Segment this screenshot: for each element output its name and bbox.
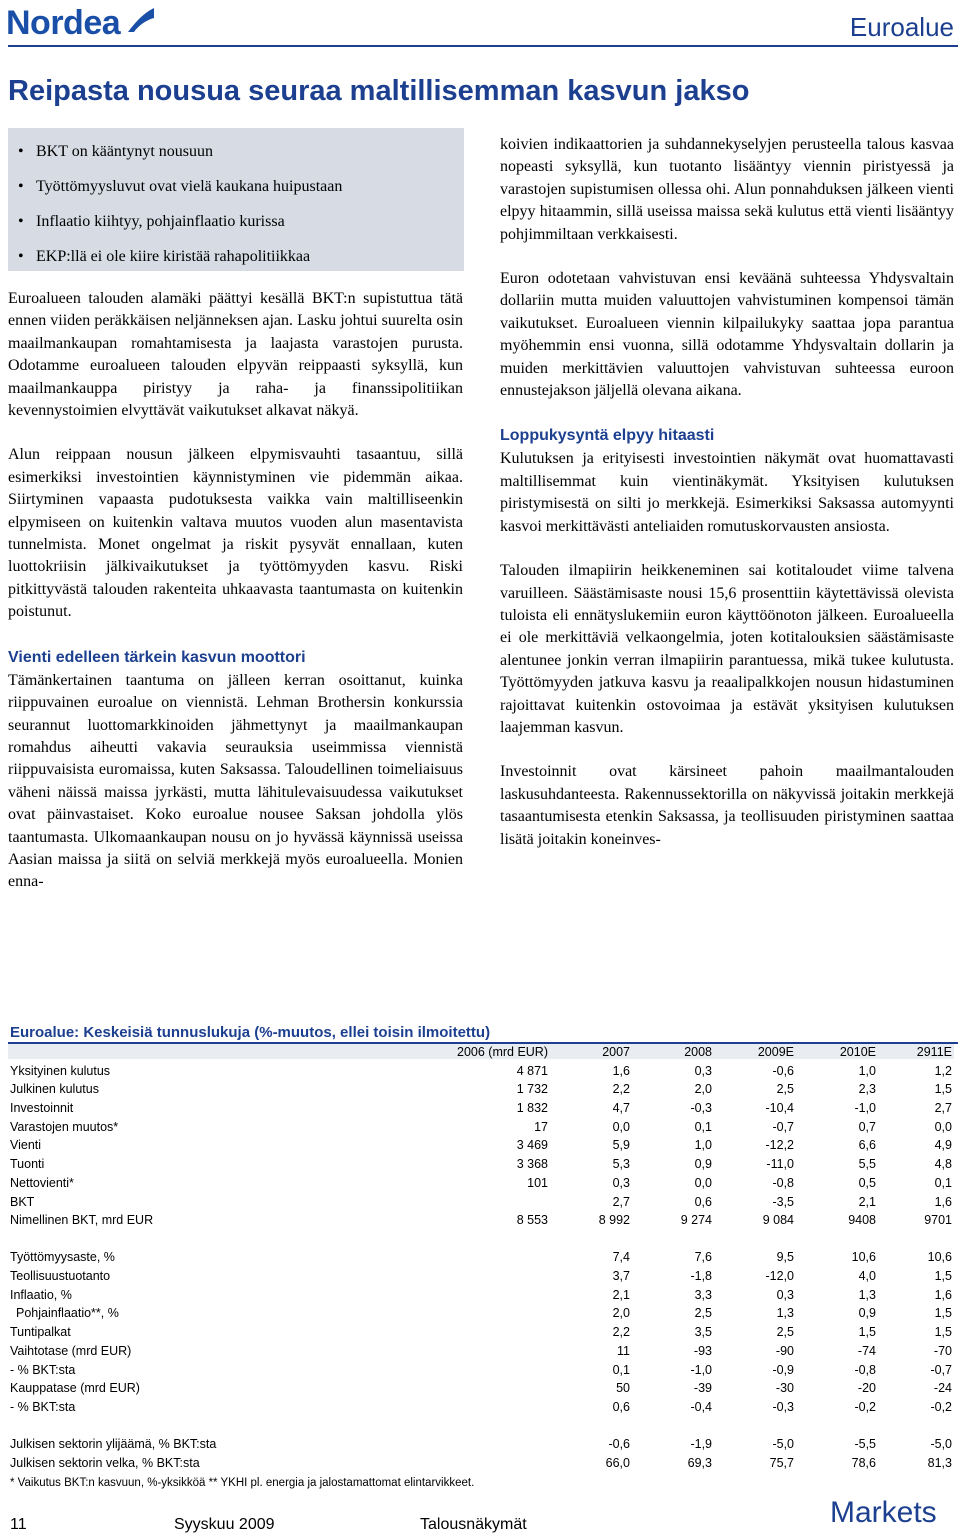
row-label: Tuonti bbox=[10, 1157, 45, 1172]
table-cell: 78,6 bbox=[851, 1455, 876, 1470]
table-cell: -1,8 bbox=[690, 1269, 712, 1284]
nordea-logo-mark-icon bbox=[124, 4, 156, 36]
table-row bbox=[8, 1134, 954, 1153]
paragraph: koivien indikaattorien ja suhdannekyselyjen perusteella talous kasvaa nopeasti syksyllä, kun tuotanto lisääntyy viennin piristyessä ja varastojen supistumisen ollessa ohi. Alun ponnahduksen jälkeen vienti elpyy hitaammin, sillä useissa maissa sekä kulutus että vienti lisääntyy pohjimmiltaan verkkaisesti. bbox=[500, 136, 954, 243]
table-cell: 9,5 bbox=[776, 1250, 794, 1265]
region-label: Euroalue bbox=[849, 12, 954, 42]
publication-name: Talousnäkymät bbox=[420, 1516, 527, 1533]
table-cell: -1,0 bbox=[690, 1362, 712, 1377]
table-cell: 69,3 bbox=[687, 1455, 712, 1470]
table-row bbox=[8, 1078, 954, 1097]
column-header: 2008 bbox=[632, 1044, 714, 1059]
table-cell: 17 bbox=[534, 1119, 548, 1134]
table-cell bbox=[338, 1190, 550, 1209]
table-cell: 8 553 bbox=[516, 1213, 548, 1228]
table-row bbox=[8, 1377, 954, 1396]
table-cell: 3,5 bbox=[694, 1325, 712, 1340]
table-cell: -0,6 bbox=[608, 1437, 630, 1452]
table-cell: 0,0 bbox=[934, 1119, 952, 1134]
column-header bbox=[8, 1044, 338, 1059]
table-cell: 4,7 bbox=[612, 1101, 630, 1116]
table-cell: 1,5 bbox=[934, 1306, 952, 1321]
paragraph: Euron odotetaan vahvistuvan ensi keväänä suhteessa Yhdysvaltain dollariin mutta muiden valuuttojen vahvistuminen kompensoi tämän vaikutukset. Euroalueen viennin kilpailukyky saattaa jopa parantua myöhemmin ensi vuonna, sillä odotamme Yhdysvaltain dollarin ja muiden merkittävien valuuttojen vahvistuvan suhteessa euroon ennustejakson jäljellä olevana aikana. bbox=[500, 270, 954, 400]
table-cell: 7,6 bbox=[694, 1250, 712, 1265]
row-label: Julkisen sektorin ylijäämä, % BKT:sta bbox=[10, 1437, 217, 1452]
table-cell: 5,5 bbox=[858, 1157, 876, 1172]
header-rule bbox=[8, 45, 958, 47]
table-cell: 0,9 bbox=[858, 1306, 876, 1321]
table-cell: 2,1 bbox=[612, 1287, 630, 1302]
table-cell: 0,3 bbox=[612, 1175, 630, 1190]
key-figures-table bbox=[8, 1044, 954, 1470]
column-header: 2010E bbox=[796, 1044, 878, 1059]
table-title: Euroalue: Keskeisiä tunnuslukuja (%-muutos, ellei toisin ilmoitettu) bbox=[10, 1024, 491, 1041]
table-row bbox=[8, 1264, 954, 1283]
paragraph: Talouden ilmapiirin heikkeneminen sai kotitaloudet viime talvena varuilleen. Säästämisaste nousi 15,6 prosenttiin käytettävissä olevista tuloista eli ennätyslukemiin euron käyttöönoton jälkeen. Euroalueella ei ole merkittäviä velkaongelmia, joten kotitalouksien säästämisaste alentunee jonkin verran ilmapiirin parantuessa, mikä tukee kulutusta. Työttömyyden jatkuva kasvu ja reaalipalkkojen nousun hidastuminen rajoittavat kuitenkin ostovoimaa ja estävät yksityisen kulutuksen laajemman kasvun. bbox=[500, 562, 954, 736]
table-cell: 11 bbox=[617, 1343, 630, 1358]
section-heading: Loppukysyntä elpyy hitaasti bbox=[500, 427, 715, 445]
row-label: Teollisuustuotanto bbox=[10, 1269, 111, 1284]
row-label: Tuntipalkat bbox=[10, 1325, 71, 1340]
table-row bbox=[8, 1451, 954, 1470]
table-cell: 2,7 bbox=[612, 1194, 630, 1209]
paragraph: Tämänkertainen taantuma on jälleen kerran osoittanut, kuinka riippuvainen euroalue on viennistä. Lehman Brothersin konkurssia seurannut luottomarkkinoiden jähmettynyt ja maailmankaupan romahdus aiheutti vakavia seurauksia useimmissa viennistä riippuvaisista euromaissa, kuten Saksassa. Taloudellinen toimeliaisuus väheni näissä maissa jyrkästi, mutta lähitulevaisuudessa vaikutukset ovat päinvastaiset. Koko euroalue nousee Saksan johdolla ylös taantumasta. Ulkomaankaupan nousu on jo hyvässä käynnissä useissa Aasian maissa ja siitä on selviä merkkejä myös euroalueella. Monien enna- bbox=[8, 671, 463, 891]
table-row bbox=[8, 1190, 954, 1209]
table-cell: -0,7 bbox=[930, 1362, 952, 1377]
table-cell: 4,0 bbox=[858, 1269, 876, 1284]
table-cell: -30 bbox=[775, 1381, 794, 1396]
table-row bbox=[8, 1302, 954, 1321]
table-cell: 0,5 bbox=[858, 1175, 876, 1190]
table-cell: 1,6 bbox=[934, 1287, 952, 1302]
table-cell: 1,6 bbox=[612, 1063, 630, 1078]
table-cell: 1,5 bbox=[858, 1325, 876, 1340]
table-cell: 75,7 bbox=[769, 1455, 794, 1470]
table-cell: 2,0 bbox=[612, 1306, 630, 1321]
table-cell: 2,2 bbox=[612, 1082, 630, 1097]
row-label: Varastojen muutos* bbox=[10, 1119, 119, 1134]
table-cell: 9701 bbox=[924, 1213, 952, 1228]
table-cell: -0,2 bbox=[930, 1399, 952, 1414]
table-cell: 2,3 bbox=[858, 1082, 876, 1097]
row-label: - % BKT:sta bbox=[10, 1362, 76, 1377]
summary-item: • EKP:llä ei ole kiire kiristää rahapolitiikkaa bbox=[18, 239, 464, 274]
row-label: Inflaatio, % bbox=[10, 1287, 72, 1302]
table-cell: -0,8 bbox=[854, 1362, 876, 1377]
table-cell: 10,6 bbox=[851, 1250, 876, 1265]
table-cell: 4,8 bbox=[934, 1157, 952, 1172]
table-cell: -70 bbox=[933, 1343, 952, 1358]
table-cell: -93 bbox=[693, 1343, 712, 1358]
table-cell bbox=[338, 1320, 550, 1339]
row-label: Nimellinen BKT, mrd EUR bbox=[10, 1213, 154, 1228]
row-label: BKT bbox=[10, 1194, 35, 1209]
table-cell: 8 992 bbox=[598, 1213, 630, 1228]
table-cell: -0,7 bbox=[772, 1119, 794, 1134]
row-label: Julkisen sektorin velka, % BKT:sta bbox=[10, 1455, 200, 1470]
table-cell: 2,0 bbox=[694, 1082, 712, 1097]
table-cell bbox=[338, 1246, 550, 1265]
table-cell: 66,0 bbox=[605, 1455, 630, 1470]
table-cell: 0,3 bbox=[776, 1287, 794, 1302]
right-column bbox=[500, 134, 954, 851]
table-cell: 1,3 bbox=[776, 1306, 794, 1321]
table-cell bbox=[338, 1302, 550, 1321]
table-cell: 5,9 bbox=[612, 1138, 630, 1153]
table-cell: 1 832 bbox=[516, 1101, 548, 1116]
table-cell: 9 084 bbox=[762, 1213, 794, 1228]
table-row bbox=[8, 1246, 954, 1265]
table-cell: -0,2 bbox=[854, 1399, 876, 1414]
row-label: Vienti bbox=[10, 1138, 42, 1153]
table-cell: -74 bbox=[857, 1343, 876, 1358]
table-cell: 1,0 bbox=[694, 1138, 712, 1153]
table-cell: -12,0 bbox=[765, 1269, 794, 1284]
table-cell: 6,6 bbox=[858, 1138, 876, 1153]
table-cell: -1,9 bbox=[690, 1437, 712, 1452]
table-cell: 7,4 bbox=[612, 1250, 630, 1265]
table-cell: 3,3 bbox=[694, 1287, 712, 1302]
table-cell: -5,0 bbox=[930, 1437, 952, 1452]
table-cell: 9408 bbox=[848, 1213, 876, 1228]
table-cell bbox=[338, 1395, 550, 1414]
table-cell: 1,5 bbox=[934, 1269, 952, 1284]
paragraph: Euroalueen talouden alamäki päättyi kesällä BKT:n supistuttua tätä ennen viiden peräkkäisen neljänneksen ajan. Lasku johtui suurelta osin maailmankaupan romahtamisesta ja laajasta varastojen purusta. Odotamme euroalueen talouden elpyvän reippaasti syksyllä, kun maailmankauppa piristyy ja raha- ja finanssipolitiikan kevennystoimien elvyttävät vaikutukset alkavat näkyä. bbox=[8, 290, 463, 420]
table-spacer bbox=[8, 1227, 954, 1246]
page-number: 11 bbox=[10, 1516, 27, 1533]
table-cell: 2,7 bbox=[934, 1101, 952, 1116]
summary-item: • BKT on kääntynyt nousuun bbox=[18, 134, 464, 169]
table-cell: 2,5 bbox=[776, 1082, 794, 1097]
table-cell: 1,5 bbox=[934, 1082, 952, 1097]
page-title: Reipasta nousua seuraa maltillisemman kasvun jakso bbox=[8, 75, 750, 107]
table-cell: -0,8 bbox=[772, 1175, 794, 1190]
table-cell: 1,2 bbox=[934, 1063, 952, 1078]
table-cell: -0,6 bbox=[772, 1063, 794, 1078]
table-row bbox=[8, 1395, 954, 1414]
table-cell: 0,0 bbox=[694, 1175, 712, 1190]
table-cell bbox=[338, 1339, 550, 1358]
column-header: 2006 (mrd EUR) bbox=[338, 1044, 550, 1059]
table-cell: -0,3 bbox=[772, 1399, 794, 1414]
table-row bbox=[8, 1059, 954, 1078]
table-cell: 1,5 bbox=[934, 1325, 952, 1340]
nordea-logo: Nordea bbox=[6, 4, 121, 42]
table-cell bbox=[338, 1377, 550, 1396]
table-cell: 0,6 bbox=[612, 1399, 630, 1414]
table-cell: -0,9 bbox=[772, 1362, 794, 1377]
table-cell: -0,3 bbox=[690, 1101, 712, 1116]
paragraph: Alun reippaan nousun jälkeen elpymisvauhti tasaantuu, sillä esimerkiksi investointien käynnistyminen vie pidemmän aikaa. Siirtyminen vapaasta pudotuksesta vaikka vain maltilliseenkin elpymiseen on kuitenkin valtava muutos vuoden alun masentavista tunnelmista. Monet ongelmat ja riskit pysyvät ennallaan, kuten luottokriisin jälkivaikutukset ja työttömyyden kasvu. Riski pitkittyvästä talouden rakenteita uhkaavasta taantumasta on kuitenkin poistunut. bbox=[8, 446, 463, 621]
table-row bbox=[8, 1339, 954, 1358]
column-header: 2009E bbox=[714, 1044, 796, 1059]
table-cell: 4,9 bbox=[934, 1138, 952, 1153]
table-cell: 1,3 bbox=[858, 1287, 876, 1302]
table-cell: -3,5 bbox=[772, 1194, 794, 1209]
table-cell: 0,1 bbox=[694, 1119, 712, 1134]
table-row bbox=[8, 1358, 954, 1377]
table-cell: 0,7 bbox=[858, 1119, 876, 1134]
table-cell: 0,6 bbox=[694, 1194, 712, 1209]
table-header-row bbox=[8, 1044, 954, 1059]
table-row bbox=[8, 1115, 954, 1134]
table-row bbox=[8, 1283, 954, 1302]
table-cell: 10,6 bbox=[927, 1250, 952, 1265]
table-cell: 5,3 bbox=[612, 1157, 630, 1172]
table-cell bbox=[338, 1451, 550, 1470]
table-cell: -11,0 bbox=[766, 1157, 794, 1172]
table-row bbox=[8, 1096, 954, 1115]
row-label: Kauppatase (mrd EUR) bbox=[10, 1381, 140, 1396]
left-column bbox=[8, 288, 463, 894]
table-cell: -39 bbox=[693, 1381, 712, 1396]
column-header: 2007 bbox=[550, 1044, 632, 1059]
row-label: Yksityinen kulutus bbox=[10, 1063, 111, 1078]
table-cell: 1,6 bbox=[934, 1194, 952, 1209]
row-label: - % BKT:sta bbox=[10, 1399, 76, 1414]
table-cell: -5,0 bbox=[772, 1437, 794, 1452]
row-label: Vaihtotase (mrd EUR) bbox=[10, 1343, 132, 1358]
table-row bbox=[8, 1320, 954, 1339]
row-label: Nettovienti* bbox=[10, 1175, 74, 1190]
table-cell: -20 bbox=[857, 1381, 876, 1396]
table-cell: 0,1 bbox=[934, 1175, 952, 1190]
table-cell: -10,4 bbox=[765, 1101, 794, 1116]
table-cell bbox=[338, 1432, 550, 1451]
table-cell: 0,1 bbox=[612, 1362, 630, 1377]
row-label: Julkinen kulutus bbox=[10, 1082, 99, 1097]
table-cell: 0,9 bbox=[694, 1157, 712, 1172]
paragraph: Kulutuksen ja erityisesti investointien näkymät ovat huomattavasti maltillisemmat kuin vientinäkymät. Yksityisen kulutuksen piristymisestä on silti jo merkkejä. Esimerkiksi Saksassa automyynti kasvoi merkittävästi anteliaiden romutuskorvausten ansiosta. bbox=[500, 450, 954, 535]
table-cell: 2,5 bbox=[694, 1306, 712, 1321]
table-cell: 3,7 bbox=[612, 1269, 630, 1284]
table-row bbox=[8, 1432, 954, 1451]
table-row bbox=[8, 1209, 954, 1228]
summary-box bbox=[8, 128, 464, 271]
summary-item: • Työttömyysluvut ovat vielä kaukana huipustaan bbox=[18, 169, 464, 204]
table-cell: -5,5 bbox=[854, 1437, 876, 1452]
row-label: Investoinnit bbox=[10, 1101, 74, 1116]
table-cell bbox=[338, 1264, 550, 1283]
table-cell: -24 bbox=[933, 1381, 952, 1396]
table-cell: 2,2 bbox=[612, 1325, 630, 1340]
column-header: 2911E bbox=[878, 1044, 954, 1059]
section-heading: Vienti edelleen tärkein kasvun moottori bbox=[8, 648, 306, 666]
table-cell bbox=[338, 1283, 550, 1302]
table-cell: 3 368 bbox=[516, 1157, 548, 1172]
table-cell: 0,0 bbox=[612, 1119, 630, 1134]
issue-date: Syyskuu 2009 bbox=[174, 1516, 275, 1533]
table-row bbox=[8, 1152, 954, 1171]
table-cell: -1,0 bbox=[854, 1101, 876, 1116]
paragraph: Investoinnit ovat kärsineet pahoin maailmantalouden laskusuhdanteesta. Rakennussektorilla on näkyvissä joitakin merkkejä tasaantumisesta etenkin Saksassa, ja teollisuuden piristyminen saattaa lisätä joitakin koneinves- bbox=[500, 763, 954, 848]
table-cell: 3 469 bbox=[516, 1138, 548, 1153]
table-cell: -90 bbox=[775, 1343, 794, 1358]
table-cell: -0,4 bbox=[690, 1399, 712, 1414]
table-spacer bbox=[8, 1414, 954, 1433]
table-cell: 2,1 bbox=[858, 1194, 876, 1209]
table-cell bbox=[338, 1358, 550, 1377]
table-row bbox=[8, 1171, 954, 1190]
summary-item: • Inflaatio kiihtyy, pohjainflaatio kurissa bbox=[18, 204, 464, 239]
row-label: Työttömyysaste, % bbox=[10, 1250, 115, 1265]
table-cell: 81,3 bbox=[927, 1455, 952, 1470]
table-cell: 4 871 bbox=[516, 1063, 548, 1078]
table-cell: -12,2 bbox=[765, 1138, 794, 1153]
table-cell: 50 bbox=[616, 1381, 630, 1396]
table-cell: 101 bbox=[527, 1175, 548, 1190]
table-footnote: * Vaikutus BKT:n kasvuun, %-yksikköä ** YKHI pl. energia ja jalostamattomat elintarvikkeet. bbox=[10, 1477, 475, 1489]
table-cell: 1 732 bbox=[516, 1082, 548, 1097]
markets-logo: Markets bbox=[830, 1496, 937, 1529]
table-cell: 9 274 bbox=[680, 1213, 712, 1228]
row-label: Pohjainflaatio**, % bbox=[16, 1306, 119, 1321]
table-cell: 1,0 bbox=[858, 1063, 876, 1078]
table-cell: 2,5 bbox=[776, 1325, 794, 1340]
table-cell: 0,3 bbox=[694, 1063, 712, 1078]
